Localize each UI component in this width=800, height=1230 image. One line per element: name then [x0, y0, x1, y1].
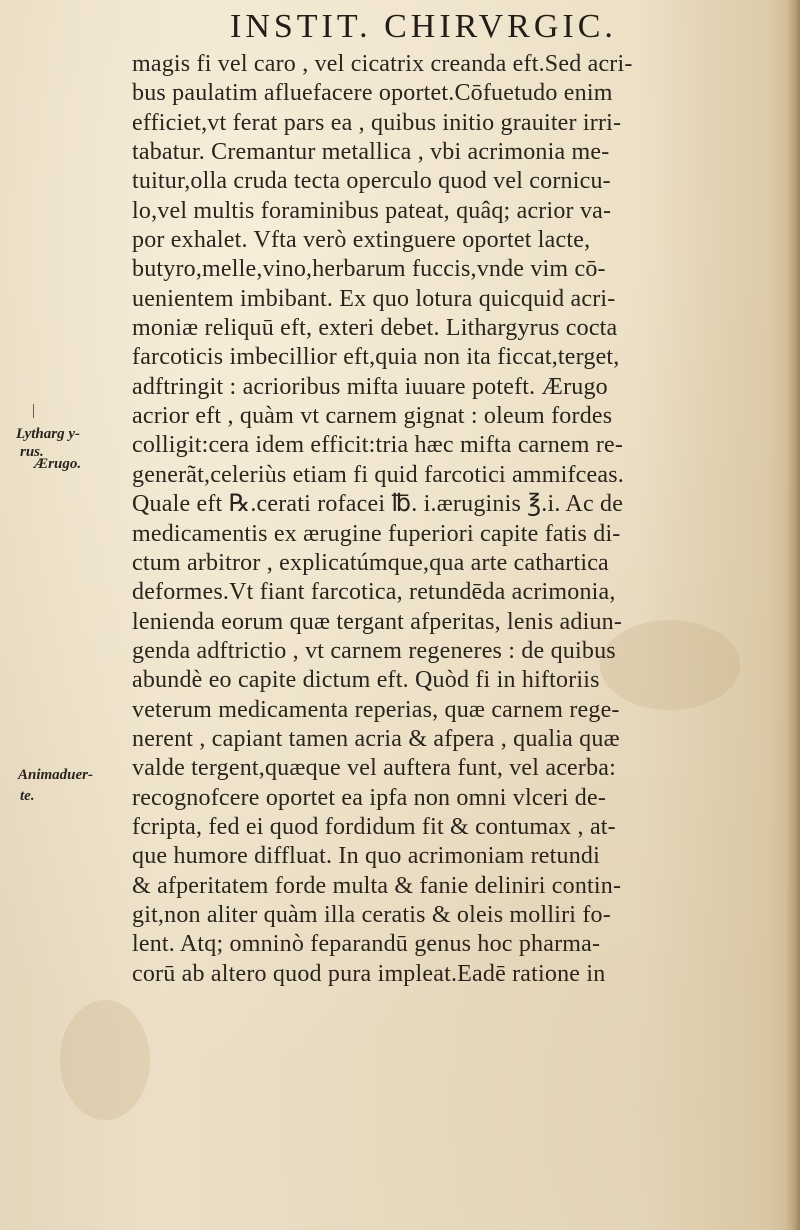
page-edge-shadow — [786, 0, 800, 1230]
marginal-note-aerugo: Ærugo. — [34, 456, 82, 472]
text-line: & afperitatem forde multa & fanie deliniri contin- — [132, 872, 622, 899]
text-line: genda adftrictio , vt carnem regeneres : de quibus — [132, 637, 616, 664]
text-line: lent. Atq; omninò feparandū genus hoc pharma- — [132, 931, 601, 958]
text-line: que humore diffluat. In quo acrimoniam retundi — [132, 843, 600, 870]
text-line: medicamentis ex ærugine fuperiori capite fatis di- — [132, 520, 621, 547]
text-line: colligit:cera idem efficit:tria hæc mifta carnem re- — [132, 432, 624, 459]
text-line: efficiet,vt ferat pars ea , quibus initio grauiter irri- — [132, 109, 622, 136]
text-line: generãt,celeriùs etiam fi quid farcotici ammifceas. — [132, 461, 624, 488]
text-line: uenientem imbibant. Ex quo lotura quicquid acri- — [132, 285, 616, 312]
text-line: veterum medicamenta reperias, quæ carnem rege- — [132, 696, 620, 723]
marginal-note-animaduerte-cont: te. — [20, 788, 35, 804]
text-line: lenienda eorum quæ tergant afperitas, lenis adiun- — [132, 608, 623, 635]
text-line: por exhalet. Vfta verò extinguere oportet lacte, — [132, 227, 591, 254]
marginal-note-lithargyrus-cont: rus. — [20, 444, 44, 460]
text-line: butyro,melle,vino,herbarum fuccis,vnde vim cō- — [132, 256, 606, 283]
paper-stain — [60, 1000, 150, 1120]
text-line: tuitur,olla cruda tecta operculo quod vel cornicu- — [132, 168, 611, 195]
text-line: nerent , capiant tamen acria & afpera , qualia quæ — [132, 725, 620, 752]
text-line: adftringit : acrioribus mifta iuuare poteft. Ærugo — [132, 373, 608, 400]
text-line: deformes.Vt fiant farcotica, retundēda acrimonia, — [132, 579, 616, 606]
text-line: corū ab altero quod pura impleat.Eadē ratione in — [132, 960, 606, 987]
text-line: farcoticis imbecillior eft,quia non ita ficcat,terget, — [132, 344, 620, 371]
text-line: abundè eo capite dictum eft. Quòd fi in hiftoriis — [132, 667, 600, 694]
text-line: fcripta, fed ei quod fordidum fit & contumax , at- — [132, 813, 616, 840]
text-line: bus paulatim afluefacere oportet.Cōfuetudo enim — [132, 80, 613, 107]
marginal-note-lithargyrus: Lytharg y- — [16, 426, 81, 442]
text-line: recognofcere oportet ea ipfa non omni vlceri de- — [132, 784, 607, 811]
text-line: valde tergent,quæque vel auftera funt, vel acerba: — [132, 755, 617, 782]
text-line: tabatur. Cremantur metallica , vbi acrimonia me- — [132, 139, 610, 166]
text-line: lo,vel multis foraminibus pateat, quâq; acrior va- — [132, 197, 612, 224]
text-line: ctum arbitror , explicatúmque,qua arte cathartica — [132, 549, 609, 576]
text-line: acrior eft , quàm vt carnem gignat : oleum fordes — [132, 403, 613, 430]
running-head: INSTIT. CHIRVRGIC. — [230, 8, 617, 45]
body-text — [132, 50, 772, 989]
margin-mark — [33, 404, 34, 418]
text-line: git,non aliter quàm illa ceratis & oleis molliri fo- — [132, 901, 611, 928]
text-line: Quale eft ℞.cerati rofacei ℔. i.æruginis ℥.i. Ac de — [132, 491, 624, 518]
text-line: moniæ reliquū eft, exteri debet. Lithargyrus cocta — [132, 315, 618, 342]
marginal-note-animaduerte: Animaduer- — [18, 767, 94, 783]
text-line: magis fi vel caro , vel cicatrix creanda eft.Sed acri- — [132, 51, 633, 77]
